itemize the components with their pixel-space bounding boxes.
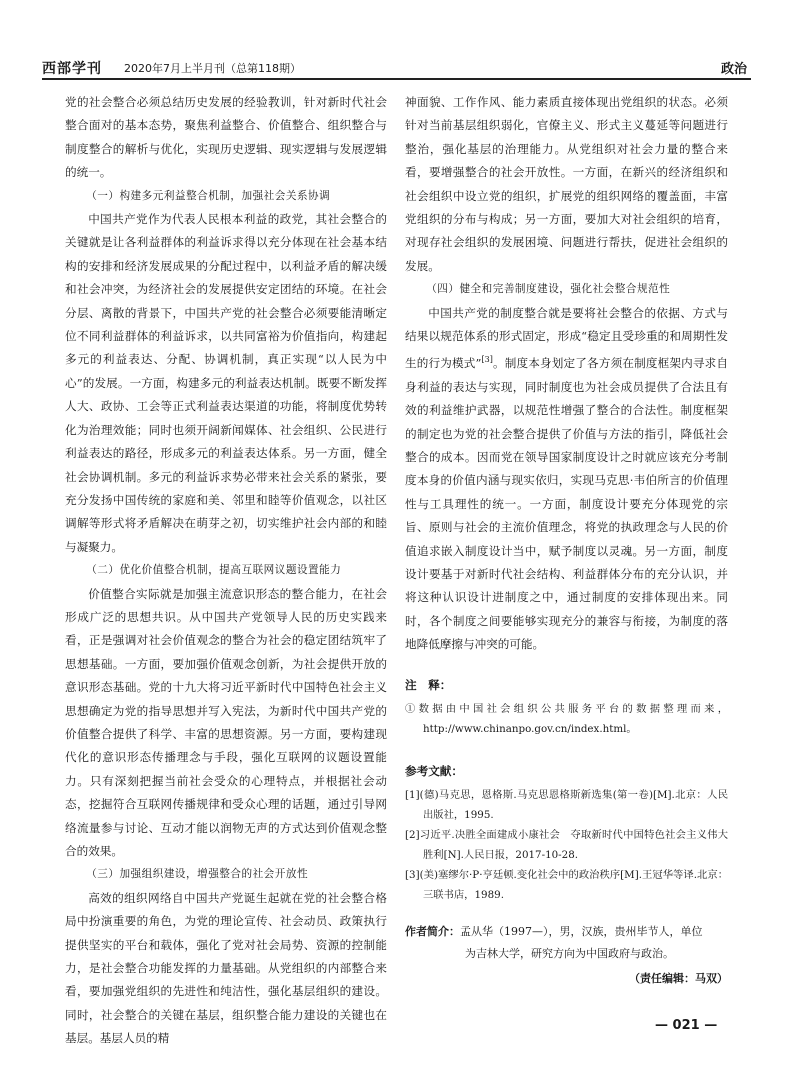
section-heading: （一）构建多元利益整合机制，加强社会关系协调 <box>86 189 331 202</box>
left-column <box>65 91 387 1051</box>
page-number: — 021 — <box>655 1018 718 1033</box>
paragraph: 党的社会整合必须总结历史发展的经验教训，针对新时代社会整合面对的基本态势，聚焦利益整合、价值整合、组织整合与制度整合的解析与优化，实现历史逻辑、现实逻辑与发展逻辑的统一。 <box>65 95 387 180</box>
author-text: 为吉林大学，研究方向为中国政府与政治。 <box>465 946 674 960</box>
section-heading: （二）优化价值整合机制，提高互联网议题设置能力 <box>86 564 342 577</box>
references-title: 参考文献： <box>405 763 463 778</box>
paragraph-text: 。制度本身划定了各方须在制度框架内寻求自身利益的表达与实现，同时制度也为社会成员提供了合法且有效的利益维护武器，以规范性增强了整合的合法性。制度框架的制定也为党的社会整合提供了价值与方法的指引，降低社会整合的成本。因而党在领导国家制度设计之时就应该充分考制度本身的价值内涵与现实依归，实现马克思·韦伯所言的价值理性与工具理性的统一。一方面，制度设计要充分体现党的宗旨、原则与社会的主流价值理念，将党的执政理念与人民的价值追求嵌入制度设计当中，赋予制度以灵魂。另一方面，制度设计要基于对新时代社会结构、利益群体分布的充分认识，并将这种认识设计进制度之中，通过制度的安排体现出来。同时，各个制度之间要能够实现充分的兼容与衔接，为制度的落地降低摩擦与冲突的可能。 <box>405 356 728 652</box>
author-bio <box>405 921 728 965</box>
reference-item: [3](美)塞缪尔·P·亨廷顿.变化社会中的政治秩序[M].王冠华等译.北京：三联书店，1989. <box>405 868 728 901</box>
reference-item: [2]习近平.决胜全面建成小康社会 夺取新时代中国特色社会主义伟大胜利[N].人民日报，2017-10-28. <box>405 828 728 861</box>
paragraph <box>405 302 728 657</box>
paragraph-text: 中国共产党的制度整合就是要将社会整合的依据、方式与结果以规范体系的形式固定，形成“稳定且受珍重的和周期性发生的行为模式” <box>405 305 728 371</box>
note-item: ①数据由中国社会组织公共服务平台的数据整理而来，http://www.chinanpo.gov.cn/index.html。 <box>405 702 728 735</box>
notes-title: 注 释： <box>405 677 452 692</box>
citation-ref: [3] <box>481 355 493 365</box>
paragraph: 中国共产党作为代表人民根本利益的政党，其社会整合的关键就是让各利益群体的利益诉求得以充分体现在社会基本结构的安排和经济发展成果的分配过程中，以利益矛盾的解决缓和社会冲突，为经济社会的发展提供安定团结的环境。在社会分层、离散的背景下，中国共产党的社会整合必须要能清晰定位不同利益群体的利益诉求，以共同富裕为价值指向，构建起多元的利益表达、分配、协调机制，真正实现“以人民为中心”的发展。一方面，构建多元的利益表达机制。既要不断发挥人大、政协、工会等正式利益表达渠道的功能，将制度优势转化为治理效能；同时也须开阔新闻媒体、社会组织、公民进行利益表达的路径，形成多元的利益表达体系。另一方面，健全社会协调机制。多元的利益诉求势必带来社会关系的紧张，要充分发扬中国传统的家庭和美、邻里和睦等价值观念，以社区调解等形式将矛盾解决在萌芽之初，切实维护社会内部的和睦与凝聚力。 <box>65 212 387 554</box>
page-header <box>42 58 751 80</box>
issue-info: 2020年7月上半月刊（总第118期） <box>124 62 301 75</box>
journal-masthead: 西部学刊 <box>42 61 102 77</box>
author-text: 孟从华（1997—），男，汉族，贵州毕节人，单位 <box>460 924 703 938</box>
author-label: 作者简介： <box>405 924 460 938</box>
right-column <box>405 91 728 990</box>
editor-credit: （责任编辑：马双） <box>629 971 728 985</box>
paragraph: 高效的组织网络自中国共产党诞生起就在党的社会整合格局中扮演重要的角色，为党的理论宣传、社会动员、政策执行提供坚实的平台和载体，强化了党对社会局势、资源的控制能力，是社会整合功能发挥的力量基础。从党组织的内部整合来看，要加强党组织的先进性和纯洁性，强化基层组织的建设。同时，社会整合的关键在基层，组织整合能力建设的关键也在基层。基层人员的精 <box>65 890 387 1046</box>
paragraph: 神面貌、工作作风、能力素质直接体现出党组织的状态。必须针对当前基层组织弱化，官僚主义、形式主义蔓延等问题进行整治，强化基层的治理能力。从党组织对社会力量的整合来看，要增强整合的社会开放性。一方面，在新兴的经济组织和社会组织中设立党的组织，扩展党的组织网络的覆盖面，丰富党组织的分布与构成；另一方面，要加大对社会组织的培育，对现存社会组织的发展困境、问题进行帮扶，促进社会组织的发展。 <box>405 95 728 273</box>
section-label: 政治 <box>720 62 747 77</box>
paragraph: 价值整合实际就是加强主流意识形态的整合能力，在社会形成广泛的思想共识。从中国共产党领导人民的历史实践来看，正是强调对社会价值观念的整合为社会的稳定团结筑牢了思想基础。一方面，要加强价值观念创新，为社会提供开放的意识形态基础。党的十九大将习近平新时代中国特色社会主义思想确定为党的指导思想并写入宪法，为新时代中国共产党的价值整合提供了科学、丰富的思想资源。另一方面，要构建现代化的意识形态传播理念与手段，强化互联网的议题设置能力。只有深刻把握当前社会受众的心理特点，并根据社会动态，挖掘符合互联网传播规律和受众心理的话题，通过引导网络流量参与讨论、互动才能以润物无声的方式达到价值观念整合的效果。 <box>65 586 387 858</box>
section-heading: （三）加强组织建设，增强整合的社会开放性 <box>86 868 309 881</box>
section-heading: （四）健全和完善制度建设，强化社会整合规范性 <box>426 283 671 296</box>
reference-item: [1](德)马克思，恩格斯.马克思恩格斯新选集(第一卷)[M].北京：人民出版社，1995. <box>405 788 728 821</box>
